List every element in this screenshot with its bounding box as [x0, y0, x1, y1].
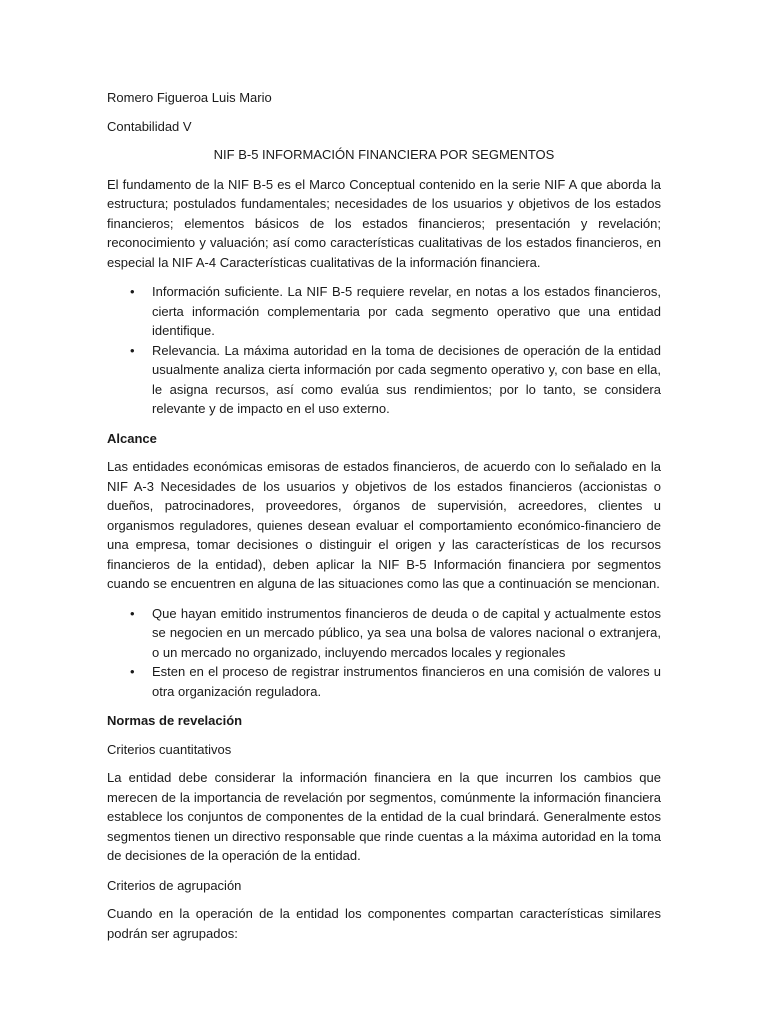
agrupacion-paragraph: Cuando en la operación de la entidad los componentes compartan características similares podrán ser agrupados:	[107, 906, 661, 941]
bullet-icon: •	[130, 605, 135, 621]
normas-heading: Normas de revelación	[107, 713, 243, 728]
alcance-bullet-list	[107, 604, 661, 702]
bullet-icon: •	[130, 284, 135, 299]
intro-bullet-list	[107, 282, 661, 419]
cuantitativos-heading: Criterios cuantitativos	[107, 741, 232, 757]
document-page	[107, 88, 661, 953]
list-item-text: Relevancia. La máxima autoridad en la toma de decisiones de operación de la entidad usualmente analiza cierta información por cada segmento operativo y, con base en ella, le asigna recursos, así como evalúa sus rendimientos; por lo tanto, se considera relevante y de impacto en el uso externo.	[152, 342, 661, 416]
list-item	[107, 662, 661, 701]
list-item	[107, 604, 661, 663]
bullet-icon: •	[130, 342, 135, 358]
alcance-heading: Alcance	[107, 430, 157, 446]
list-item-text: Que hayan emitido instrumentos financieros de deuda o de capital y actualmente estos se negocien en un mercado público, ya sea una bolsa de valores nacional o extranjera, o un mercado no organizado, incluyendo mercados locales y regionales	[152, 605, 661, 660]
list-item	[107, 282, 661, 341]
alcance-paragraph: Las entidades económicas emisoras de estados financieros, de acuerdo con lo señalado en la NIF A-3 Necesidades de los usuarios y objetivos de los estados financieros (accionistas o dueños, patrocinadores, proveedores, órganos de supervisión, acreedores, clientes u organismos reguladores, quienes desean evaluar el comportamiento económico-financiero de una empresa, tomar decisiones o distinguir el origen y las características de los recursos financieros de la entidad), deben aplicar la NIF B-5 Información financiera por segmentos cuando se encuentren en alguna de las situaciones como las que a continuación se mencionan.	[107, 459, 661, 591]
cuantitativos-paragraph: La entidad debe considerar la información financiera en la que incurren los cambios que merecen de la importancia de revelación por segmentos, comúnmente la información financiera establece los conjuntos de componentes de la entidad de la cual brindará. Generalmente estos segmentos tienen un directivo responsable que rinde cuentas a la máxima autoridad en la toma de decisiones de la operación de la entidad.	[107, 770, 661, 863]
list-item-text: Esten en el proceso de registrar instrumentos financieros en una comisión de valores u otra organización reguladora.	[152, 664, 661, 699]
list-item	[107, 341, 661, 419]
course-name: Contabilidad V	[107, 118, 192, 134]
intro-paragraph: El fundamento de la NIF B-5 es el Marco Conceptual contenido en la serie NIF A que aborda la estructura; postulados fundamentales; necesidades de los usuarios y objetivos de los estados financieros; elementos básicos de los estados financieros; presentación y revelación; reconocimiento y valuación; así como características cualitativas de los estados financieros, en especial la NIF A-4 Características cualitativas de la información financiera.	[107, 176, 661, 270]
author-name: Romero Figueroa Luis Mario	[107, 90, 272, 105]
document-title: NIF B-5 INFORMACIÓN FINANCIERA POR SEGMENTOS	[213, 147, 555, 162]
agrupacion-heading: Criterios de agrupación	[107, 877, 242, 893]
list-item-text: Información suficiente. La NIF B-5 requiere revelar, en notas a los estados financieros, cierta información complementaria por cada segmento operativo que una entidad identifique.	[152, 284, 661, 338]
bullet-icon: •	[130, 664, 135, 679]
